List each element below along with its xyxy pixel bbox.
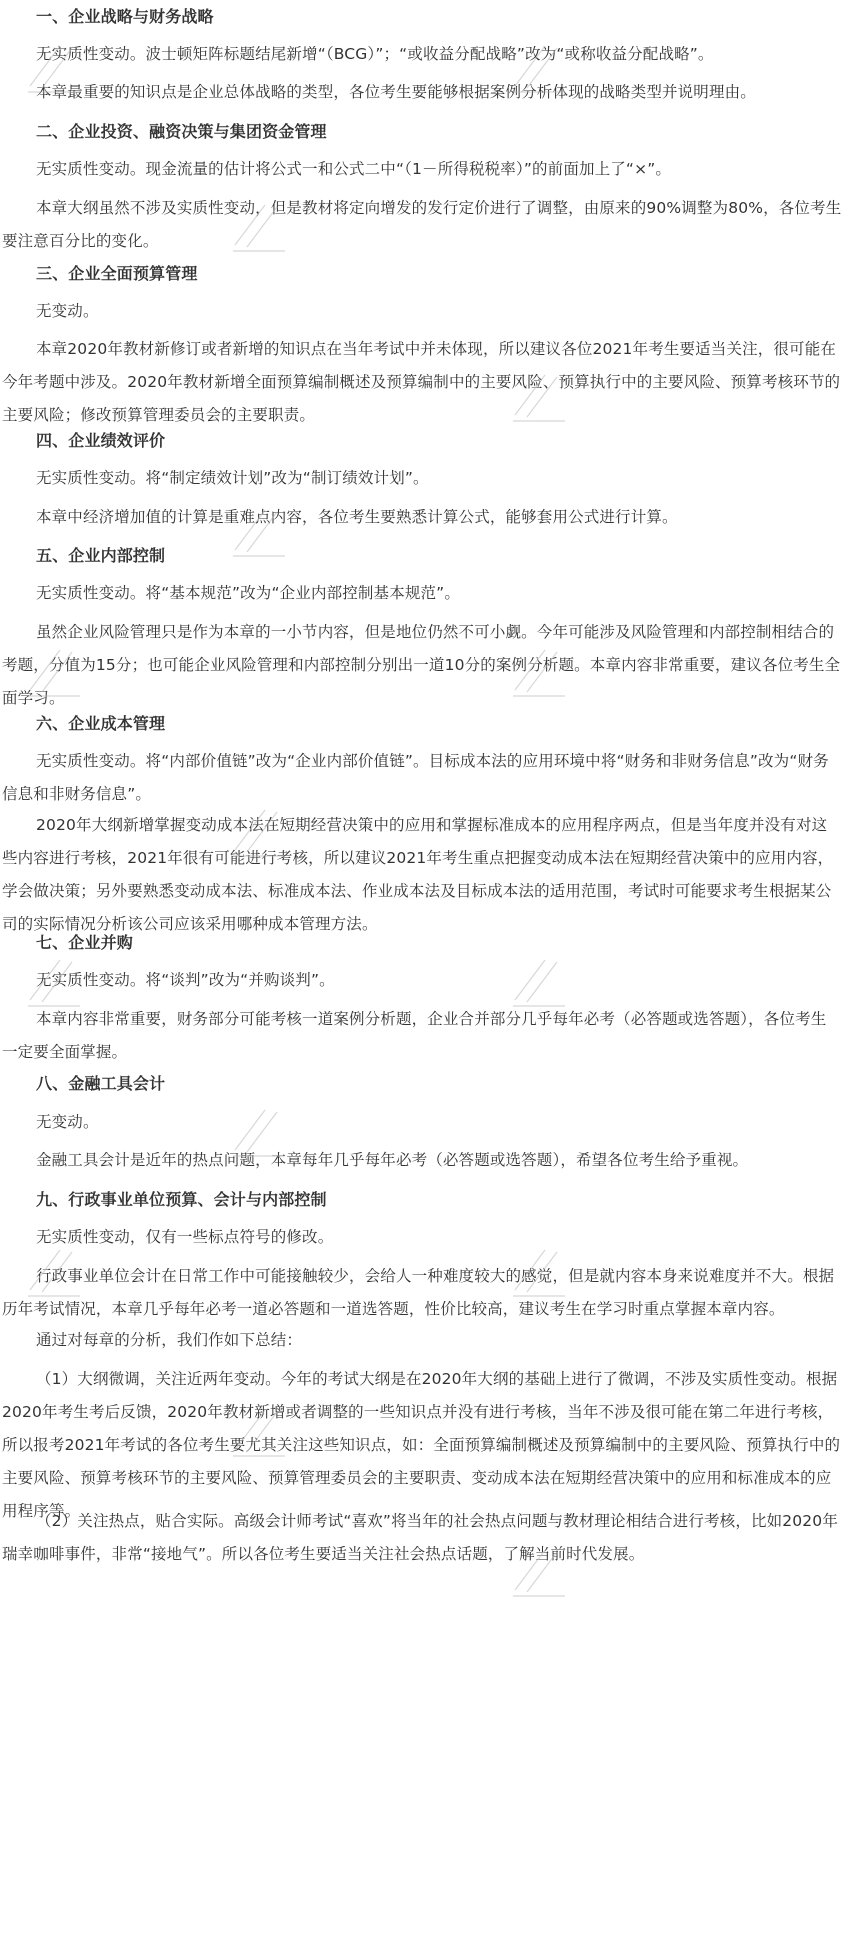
- section-1-para-1: 无实质性变动。波士顿矩阵标题结尾新增“（BCG）”；“或收益分配战略”改为“或称收益分配战略”。: [36, 45, 714, 63]
- section-3-para-1: 无变动。: [36, 302, 99, 320]
- section-heading-6: 六、企业成本管理: [36, 714, 166, 733]
- section-heading-5: 五、企业内部控制: [36, 546, 166, 565]
- section-7-para-2: 本章内容非常重要，财务部分可能考核一道案例分析题，企业合并部分几乎每年必考（必答题或选答题），各位考生一定要全面掌握。: [2, 1010, 827, 1061]
- section-2-para-1: 无实质性变动。现金流量的估计将公式一和公式二中“（1－所得税税率）”的前面加上了“×”。: [36, 160, 672, 178]
- section-2-para-2: 本章大纲虽然不涉及实质性变动，但是教材将定向增发的发行定价进行了调整，由原来的90%调整为80%，各位考生要注意百分比的变化。: [2, 199, 842, 250]
- section-heading-9: 九、行政事业单位预算、会计与内部控制: [36, 1190, 327, 1209]
- section-6-para-2: 2020年大纲新增掌握变动成本法在短期经营决策中的应用和掌握标准成本的应用程序两点，但是当年度并没有对这些内容进行考核，2021年很有可能进行考核，所以建议2021年考生重点把握变动成本法在短期经营决策中的应用内容，学会做决策；另外要熟悉变动成本法、标准成本法、作业成本法及目标成本法的适用范围，考试时可能要求考生根据某公司的实际情况分析该公司应该采用哪种成本管理方法。: [2, 816, 834, 933]
- section-9-para-1: 无实质性变动，仅有一些标点符号的修改。: [36, 1228, 334, 1246]
- section-5-para-2: 虽然企业风险管理只是作为本章的一小节内容，但是地位仍然不可小觑。今年可能涉及风险管理和内部控制相结合的考题，分值为15分；也可能企业风险管理和内部控制分别出一道10分的案例分析题。本章内容非常重要，建议各位考生全面学习。: [2, 623, 841, 707]
- section-8-para-2: 金融工具会计是近年的热点问题，本章每年几乎每年必考（必答题或选答题），希望各位考生给予重视。: [36, 1151, 749, 1169]
- section-heading-1: 一、企业战略与财务战略: [36, 7, 214, 26]
- section-heading-4: 四、企业绩效评价: [36, 431, 166, 450]
- section-8-para-1: 无变动。: [36, 1113, 99, 1131]
- section-4-para-1: 无实质性变动。将“制定绩效计划”改为“制订绩效计划”。: [36, 469, 429, 487]
- section-5-para-1: 无实质性变动。将“基本规范”改为“企业内部控制基本规范”。: [36, 584, 460, 602]
- summary-point-2: （2）关注热点，贴合实际。高级会计师考试“喜欢”将当年的社会热点问题与教材理论相结合进行考核，比如2020年瑞幸咖啡事件，非常“接地气”。所以各位考生要适当关注社会热点话题，了解当前时代发展。: [2, 1512, 838, 1563]
- section-9-para-2: 行政事业单位会计在日常工作中可能接触较少，会给人一种难度较大的感觉，但是就内容本身来说难度并不大。根据历年考试情况，本章几乎每年必考一道必答题和一道选答题，性价比较高，建议考生在学习时重点掌握本章内容。: [2, 1267, 835, 1318]
- section-1-para-2: 本章最重要的知识点是企业总体战略的类型，各位考生要能够根据案例分析体现的战略类型并说明理由。: [36, 83, 756, 101]
- section-4-para-2: 本章中经济增加值的计算是重难点内容，各位考生要熟悉计算公式，能够套用公式进行计算。: [36, 508, 678, 526]
- summary-point-1: （1）大纲微调，关注近两年变动。今年的考试大纲是在2020年大纲的基础上进行了微调，不涉及实质性变动。根据2020年考生考后反馈，2020年教材新增或者调整的一些知识点并没有进行考核，当年不涉及很可能在第二年进行考核，所以报考2021年考试的各位考生要尤其关注这些知识点，如：全面预算编制概述及预算编制中的主要风险、预算执行中的主要风险、预算考核环节的主要风险、预算管理委员会的主要职责、变动成本法在短期经营决策中的应用和标准成本的应用程序等。: [2, 1370, 841, 1520]
- section-heading-2: 二、企业投资、融资决策与集团资金管理: [36, 122, 327, 141]
- section-heading-3: 三、企业全面预算管理: [36, 264, 198, 283]
- section-heading-8: 八、金融工具会计: [36, 1074, 166, 1093]
- summary-intro: 通过对每章的分析，我们作如下总结：: [36, 1331, 303, 1349]
- section-3-para-2: 本章2020年教材新修订或者新增的知识点在当年考试中并未体现，所以建议各位2021年考生要适当关注，很可能在今年考题中涉及。2020年教材新增全面预算编制概述及预算编制中的主要风险、预算执行中的主要风险、预算考核环节的主要风险；修改预算管理委员会的主要职责。: [2, 340, 841, 424]
- section-7-para-1: 无实质性变动。将“谈判”改为“并购谈判”。: [36, 971, 335, 989]
- section-6-para-1: 无实质性变动。将“内部价值链”改为“企业内部价值链”。目标成本法的应用环境中将“财务和非财务信息”改为“财务信息和非财务信息”。: [2, 752, 829, 803]
- section-heading-7: 七、企业并购: [36, 933, 133, 952]
